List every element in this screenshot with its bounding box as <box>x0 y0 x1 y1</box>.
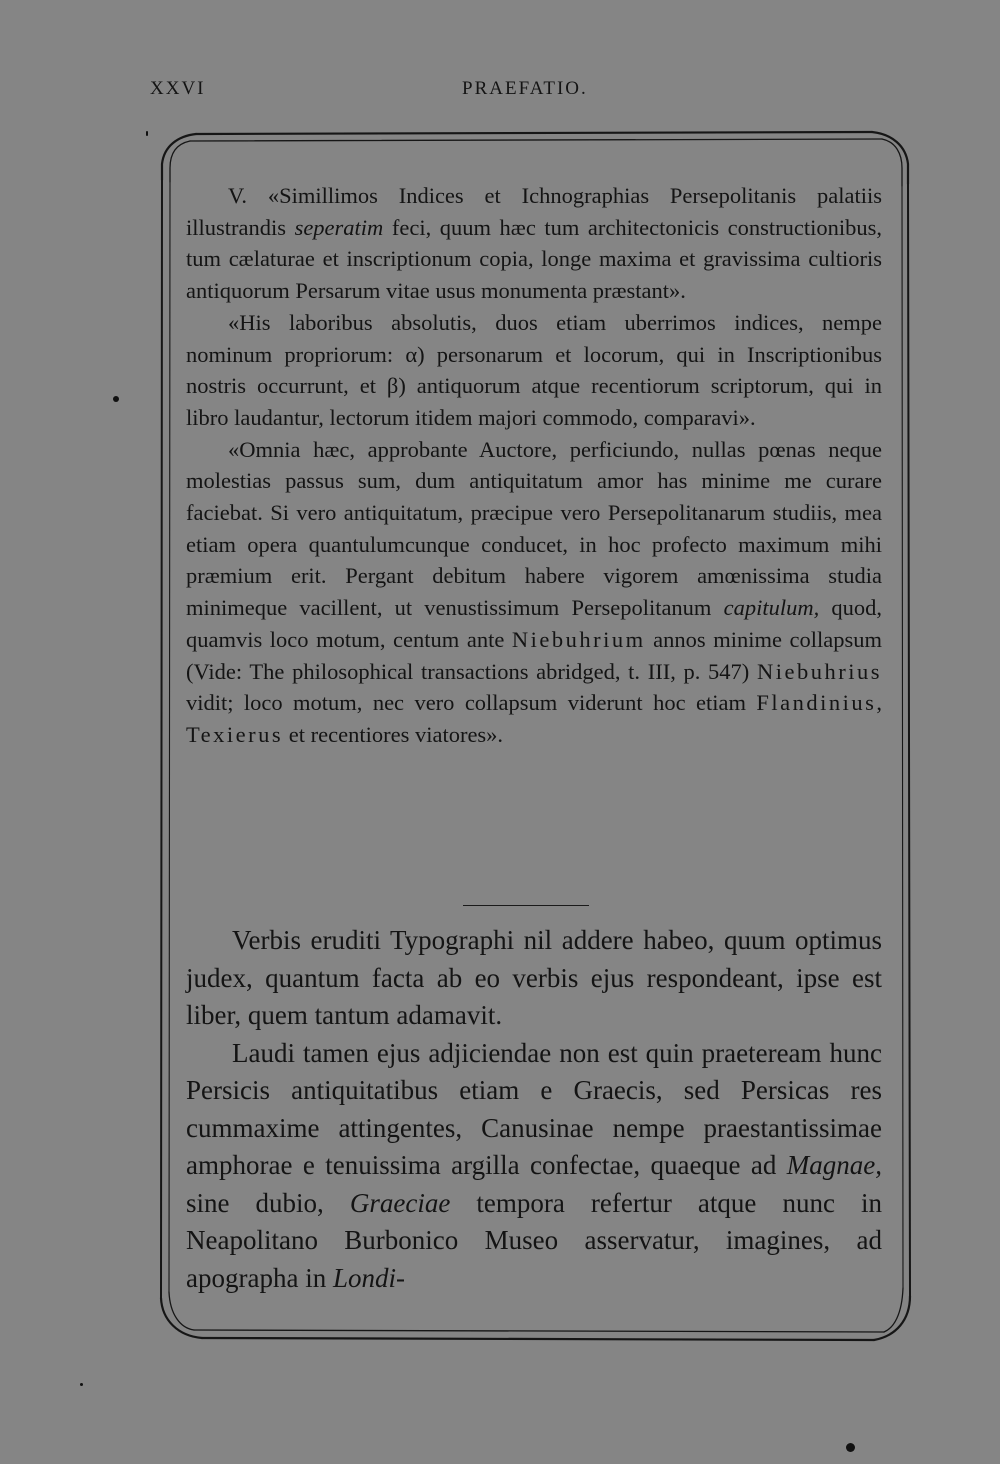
main-text <box>186 922 882 1297</box>
name-niebuhrium: Niebuhrium <box>511 626 646 652</box>
letter-paragraph-2: «His laboribus absolutis, duos etiam uberrimos indices, nempe nominum propriorum: α) personarum et locorum, qui in Inscriptionibus nostris occurrunt, et β) antiquorum atque recentiorum scriptorum, qui in libro laudantur, lectorum itidem majori commodo, comparavi». <box>186 309 882 430</box>
letter-paragraph-3: «Omnia hæc, approbante Auctore, perficiundo, nullas pœnas neque molestias passus sum, dum antiquitatum amor has minime me curare faciebat. Si vero antiquitatum, præcipue vero Persepolitanarum studiis, mea etiam opera quantulumcunque conducet, in hoc profecto maximum mihi præmium erit. Pergant debitum habere vigorem amœnissima studia minimeque vacillent, ut venustissimum Persepolitanum capitulum, quod, quamvis loco motum, centum ante Niebuhrium annos minime collapsum (Vide: The philosophical transactions abridged, t. III, p. 547) Niebuhrius vidit; loco motum, nec vero collapsum viderunt hoc etiam Flandinius, Texierus et recentiores viatores». <box>186 436 883 747</box>
main-paragraph-1: Verbis eruditi Typographi nil addere habeo, quum optimus judex, quantum facta ab eo verbis ejus respondeant, ipse est liber, quem tantum adamavit. <box>186 925 882 1030</box>
name-texierus: Texierus <box>186 721 284 747</box>
speck-mark-bottom <box>846 1443 855 1452</box>
name-flandinius: Flandinius <box>756 690 877 716</box>
letter-paragraph-1: V. «Simillimos Indices et Ichnographias Persepolitanis palatiis illustrandis seperatim feci, quum hæc tum architectonicis constructionibus, tum cælaturae et inscriptionum copia, longe maxima et gravissima cultioris antiquorum Persarum vitae usus monumenta præstant». <box>186 183 883 304</box>
speck-mark-small <box>80 1383 83 1386</box>
running-head <box>150 78 610 104</box>
main-paragraph-2: Laudi tamen ejus adjiciendae non est quin praeteream hunc Persicis antiquitatibus etiam e Graecis, sed Persicas res cummaxime attingentes, Canusinae nempe praestantissimae amphorae e tenuissima argilla confectae, quaeque ad Magnae, sine dubio, Graeciae tempora refertur atque nunc in Neapolitano Burbonico Museo asservatur, imagines, ad apographa in Londi- <box>186 1037 882 1293</box>
speck-mark-left <box>113 396 119 402</box>
speck-mark-top <box>146 131 148 136</box>
name-niebuhrius: Niebuhrius <box>757 658 882 684</box>
running-title: PRAEFATIO. <box>462 78 588 99</box>
section-divider <box>463 905 589 906</box>
page-number: XXVI <box>150 78 206 99</box>
quoted-letter <box>186 180 882 751</box>
